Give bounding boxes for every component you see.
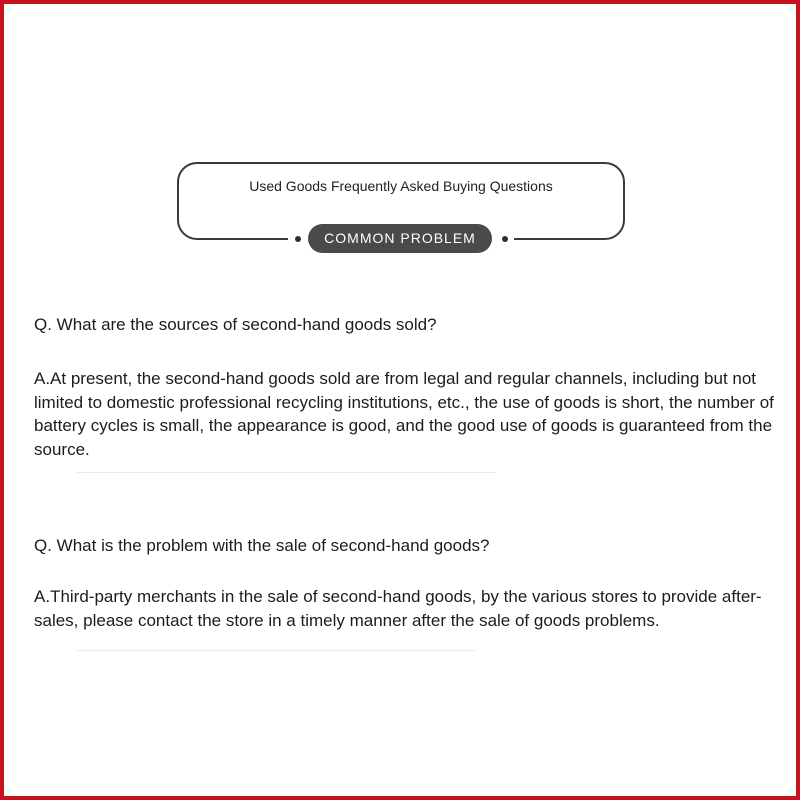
divider — [76, 650, 476, 651]
badge-right-dot — [502, 236, 508, 242]
common-problem-badge: COMMON PROBLEM — [308, 224, 492, 253]
faq-answer-1: A.At present, the second-hand goods sold are from legal and regular channels, including but not limited to domestic professional recycling institutions, etc., the use of goods is short, the number of battery cycles is small, the appearance is good, and the good use of goods is guaranteed from the source. — [34, 369, 774, 459]
faq-question-1: Q. What are the sources of second-hand goods sold? — [34, 315, 437, 334]
divider — [76, 472, 496, 473]
faq-answer-2: A.Third-party merchants in the sale of second-hand goods, by the various stores to provide after-sales, please contact the store in a timely manner after the sale of goods problems. — [34, 587, 762, 630]
header-title: Used Goods Frequently Asked Buying Questions — [249, 178, 553, 194]
badge-left-dot — [295, 236, 301, 242]
faq-question-2: Q. What is the problem with the sale of second-hand goods? — [34, 536, 490, 555]
